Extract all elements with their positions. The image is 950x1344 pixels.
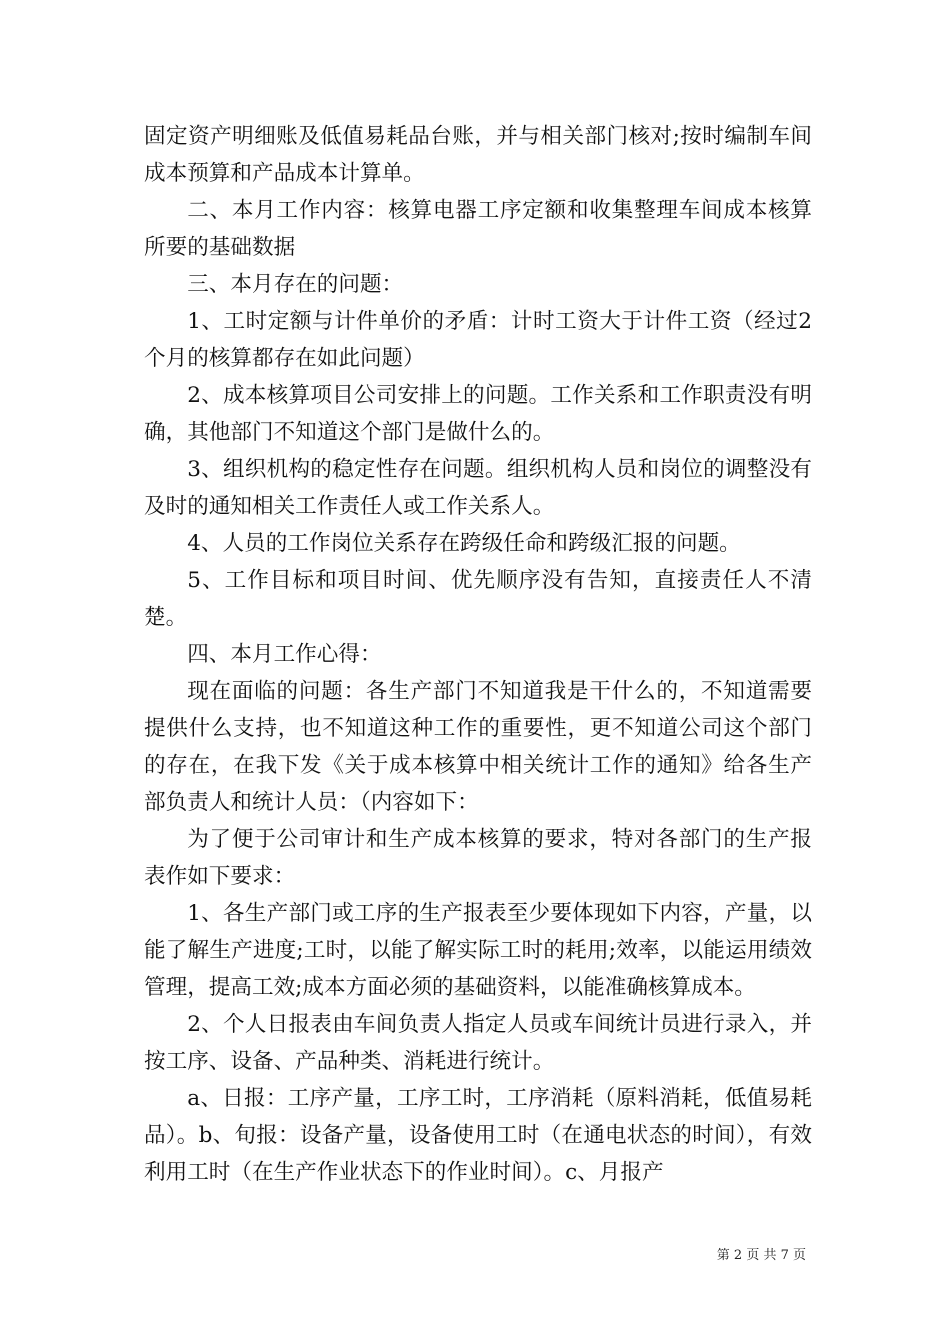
paragraph-8: 5、工作目标和项目时间、优先顺序没有告知，直接责任人不清楚。 — [144, 568, 812, 630]
paragraph-7: 4、人员的工作岗位关系存在跨级任命和跨级汇报的问题。 — [187, 531, 741, 556]
paragraph-6: 3、组织机构的稳定性存在问题。组织机构人员和岗位的调整没有及时的通知相关工作责任人或工作关系人。 — [144, 457, 812, 519]
document-body — [144, 118, 812, 1191]
paragraph-10: 现在面临的问题：各生产部门不知道我是干什么的，不知道需要提供什么支持，也不知道这种工作的重要性，更不知道公司这个部门的存在，在我下发《关于成本核算中相关统计工作的通知》给各生产部负责人和统计人员：（内容如下： — [144, 679, 812, 815]
paragraph-14: a、日报：工序产量，工序工时，工序消耗（原料消耗，低值易耗品）。b、旬报：设备产量，设备使用工时（在通电状态的时间），有效利用工时（在生产作业状态下的作业时间）。c、月报产 — [144, 1086, 812, 1185]
paragraph-12: 1、各生产部门或工序的生产报表至少要体现如下内容，产量，以能了解生产进度;工时，以能了解实际工时的耗用;效率，以能运用绩效管理，提高工效;成本方面必须的基础资料，以能准确核算成本。 — [144, 901, 812, 1000]
paragraph-3: 三、本月存在的问题： — [187, 272, 404, 297]
paragraph-2: 二、本月工作内容：核算电器工序定额和收集整理车间成本核算所要的基础数据 — [144, 198, 812, 260]
paragraph-9: 四、本月工作心得： — [187, 642, 382, 667]
page-number: 第 2 页 共 7 页 — [716, 1248, 806, 1263]
paragraph-13: 2、个人日报表由车间负责人指定人员或车间统计员进行录入，并按工序、设备、产品种类、消耗进行统计。 — [144, 1012, 812, 1074]
paragraph-11: 为了便于公司审计和生产成本核算的要求，特对各部门的生产报表作如下要求： — [144, 827, 812, 889]
paragraph-5: 2、成本核算项目公司安排上的问题。工作关系和工作职责没有明确，其他部门不知道这个部门是做什么的。 — [144, 383, 812, 445]
paragraph-1: 固定资产明细账及低值易耗品台账，并与相关部门核对;按时编制车间成本预算和产品成本计算单。 — [144, 124, 812, 186]
paragraph-4: 1、工时定额与计件单价的矛盾：计时工资大于计件工资（经过2个月的核算都存在如此问题） — [144, 309, 812, 371]
